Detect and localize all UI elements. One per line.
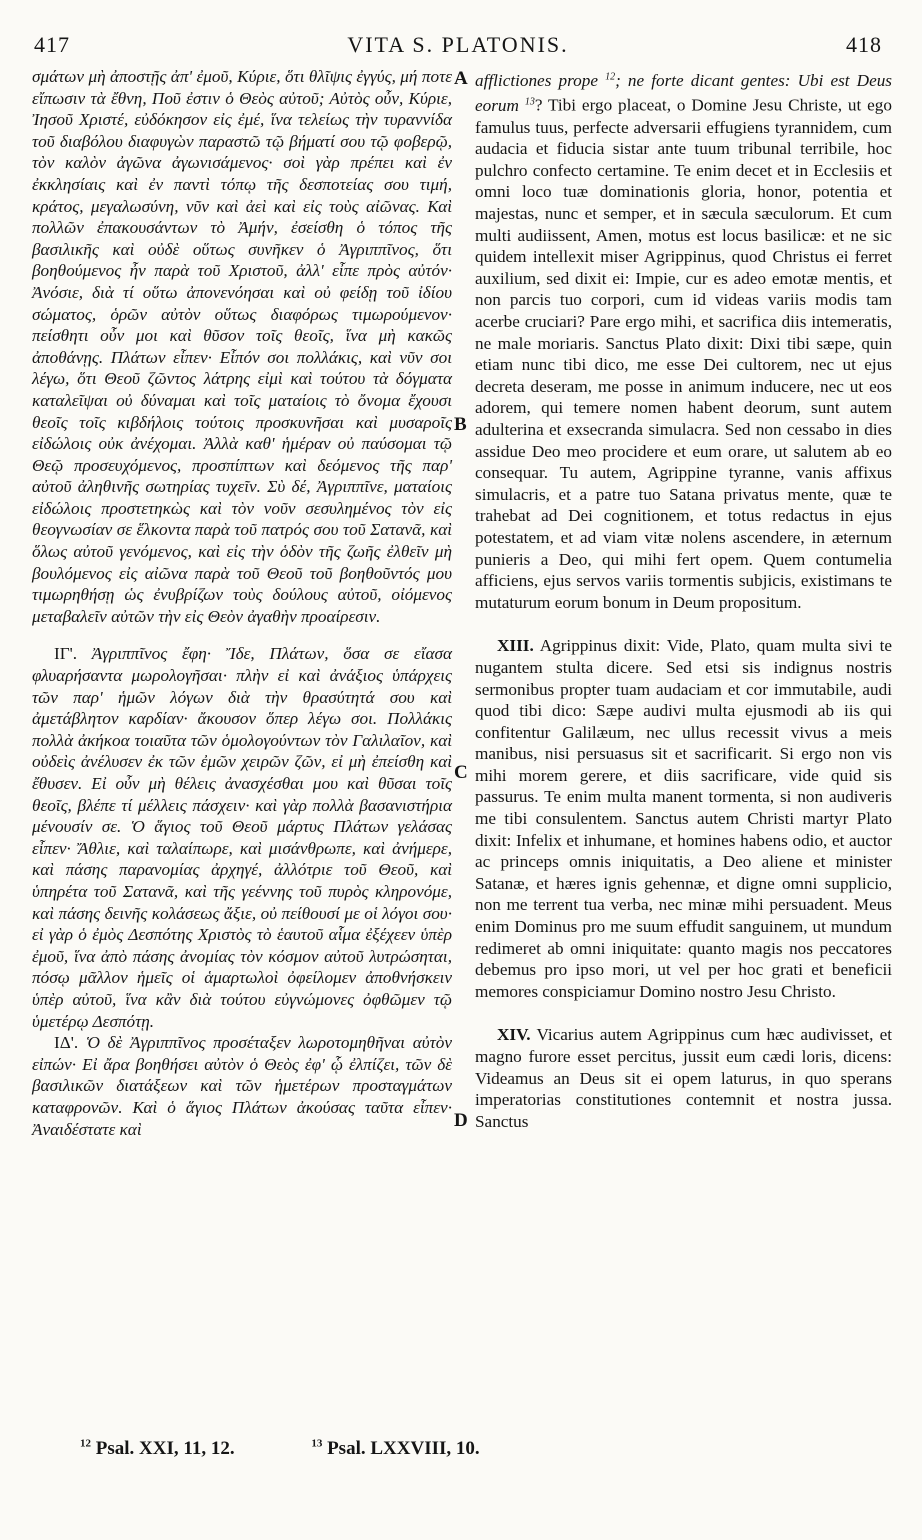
latin-p1-part-a: afflictiones prope <box>475 70 598 90</box>
margin-letter-d: D <box>454 1110 468 1131</box>
latin-paragraph-13 <box>475 635 892 1002</box>
greek-chapter-number-13: ΙΓ'. <box>54 644 78 664</box>
latin-paragraph-14-text: Vicarius autem Agrippinus cum hæc audivisset, et magno furore esset percitus, jussit eum cædi loris, dicens: Videamus an Deus sit ei opem laturus, in quo sperans imperatorias constitutiones contemnit et nostra jussa. Sanctus <box>475 1025 892 1131</box>
greek-paragraph-14 <box>32 1032 452 1140</box>
latin-chapter-number-14: XIV. <box>497 1025 531 1045</box>
greek-chapter-number-14: ΙΔ'. <box>54 1033 79 1053</box>
latin-paragraph-13-text: Agrippinus dixit: Vide, Plato, quam multa sivi te nugantem stulta dicere. Sed etsi sis indignus nostris sermonibus propter tuam audaciam et cor immutabile, audi quod tibi dico: Sæpe audivi multa ejusmodi ab iis qui confitentur Galilæum, nec ullus recessit vivus a meis manibus, nisi persuasus sit et sacrificarit. Si ergo non vis mihi morem gerere, et diis sacrificare, vide quid sis passurus. Te enim multa manent tormenta, si non audiveris me tibi consulentem. Sanctus autem Christi martyr Plato dixit: Infelix et inhumane, et homines habens odio, et auctor ac princeps omnis iniquitatis, a Deo aliene et minister Satanæ, et hæres ignis gehennæ, et digne omni supplicio, non me terrent tua verba, nec minæ mihi persuadent. Meus enim Dominus pro me suum effudit sanguinem, ut mundum redimeret ab omni iniquitate: quanto magis nos peccatores debemus pro ipso mori, ut vel per hoc grati et beneficii memores conspiciamur Domino nostro Jesu Christo. <box>475 636 892 1001</box>
footnote-13-text: Psal. LXXVIII, 10. <box>327 1438 480 1460</box>
footnote-12-number: 12 <box>80 1438 91 1450</box>
page-number-left: 417 <box>34 32 70 57</box>
greek-paragraph-13-text: Ἀγριππῖνος ἔφη· Ἴδε, Πλάτων, ὅσα σε εἴασα φλυαρήσαντα μωρολογῆσαι· πλὴν εἰ καὶ ἀνάξιος ὑπάρχεις τῶν παρ' ἡμῶν λόγων διὰ τὴν θρασύτητά σου καὶ ἀμετάβλητον καρδίαν· ἄκουσον ὅπερ λέγω σοι. Πολλάκις πολλὰ ἀκήκοα τοιαῦτα τῶν ὁμολογούντων τὸν Γαλιλαῖον, καὶ οὐδεὶς ἀνέλυσεν ἐκ τῶν ἐμῶν χειρῶν ζῶν, εἰ μὴ ἐπείσθη καὶ ἔθυσεν. Εἰ οὖν μὴ θέλεις ἀνασχέσθαι μου καὶ θῦσαι τοῖς θεοῖς, βλέπε τί μέλλεις πάσχειν· καὶ γὰρ πολλὰ βασανιστήρια μένουσίν σε. Ὁ ἅγιος τοῦ Θεοῦ μάρτυς Πλάτων γελάσας εἶπεν· Ἄθλιε, καὶ ταλαίπωρε, καὶ μισάνθρωπε, καὶ ἀνήμερε, καὶ πάσης παρανομίας ἀρχηγέ, ἀλλότριε τοῦ Θεοῦ, καὶ ὑπηρέτα τοῦ Σατανᾶ, καὶ τῆς γεέννης τοῦ πυρὸς κληρονόμε, καὶ πάσης δεινῆς κολάσεως ἄξιε, οὐ πείθουσί με οἱ λόγοι σου· εἰ γὰρ ὁ ἐμὸς Δεσπότης Χριστὸς τὸ ἑαυτοῦ αἷμα ἐξέχεεν ὑπὲρ ἐμοῦ, ἵνα ἀπὸ πάσης ἀνομίας τὸν κόσμον αὐτοῦ λυτρώσηται, πόσῳ μᾶλλον ἡμεῖς οἱ ἁμαρτωλοὶ ὀφείλομεν ἀποθνήσκειν ὑπὲρ αὐτοῦ, ἵνα κἂν διὰ τούτου εὐγνώμονες ὀφθῶμεν τῷ ὑμετέρῳ Δεσπότῃ. <box>32 644 452 1031</box>
latin-p1-part-c: ? Tibi ergo placeat, o Domine Jesu Christe, ut ego famulus tuus, perfecte adversarii effugiens tyrannidem, cum audacia et fiducia sistar ante tuum tribunal terribile, hoc pulchro confecto certamine. Te enim decet et in Ecclesiis et omni loco tuæ dominationis gloria, honor, potentia et majestas, nunc et semper, et in sæcula sæculorum. Et cum multi audiissent, Amen, motus est locus basilicæ: et ne sic quidem intellexit miser Agrippinus, quod Christus ei ferret auxilium, sed dixit ei: Impie, cur es adeo emotæ mentis, et non parcis tuo corpori, cum id videas variis modis tam acerbe cruciari? Pare ergo mihi, et sacrifica diis intemeratis, ne male moriaris. Sanctus Plato dixit: Dixi tibi sæpe, quin etiam nunc tibi dico, me esse Dei cultorem, nec ut ejus decreta deseram, me posse in animum inducere, nec ut eos adorem, qui temere nomen habent deorum, sunt autem adulterina et exsecranda simulacra. Sed non cessabo in dies assidue Deo meo procidere et eum orare, ut salutem ab eo consequar. Tu autem, Agrippine tyranne, vanis affixus simulacris, et a patre tuo Satana privatus mente, quæ te trahebat ad Dei cognitionem, et totus redactus in ejus potestatem, et ad viam vitæ nolens ascendere, in æternum punieris a Deo, qui mihi fert opem. Quem contumelia afficiens, ejus servos variis tormentis subjicis, existimans te mutaturum eorum bonum in Deum propositum. <box>475 96 892 612</box>
greek-paragraph-14-text: Ὁ δὲ Ἀγριππῖνος προσέταξεν λωροτομηθῆναι αὐτὸν εἰπών· Εἰ ἄρα βοηθήσει αὐτὸν ὁ Θεὸς ἐφ' ᾧ ἐλπίζει, τῶν δὲ βασιλικῶν διατάξεων καὶ τῶν ἡμετέρων προσταγμάτων καταφρονῶν. Καὶ ὁ ἅγιος Πλάτων ἀκούσας ταῦτα εἶπεν· Ἀναιδέστατε καὶ <box>32 1033 452 1139</box>
footnotes <box>80 1438 552 1460</box>
latin-paragraph-1 <box>475 66 892 613</box>
latin-paragraph-14 <box>475 1024 892 1132</box>
greek-column <box>32 66 452 1140</box>
footnote-13-number: 13 <box>311 1438 323 1450</box>
latin-column <box>475 66 892 1132</box>
running-head <box>34 32 882 62</box>
margin-letter-a: A <box>454 68 468 89</box>
greek-paragraph-13 <box>32 643 452 1032</box>
running-title: VITA S. PLATONIS. <box>347 32 569 57</box>
footnote-ref-13: 13 <box>524 96 535 108</box>
page-number-right: 418 <box>846 32 882 57</box>
margin-letter-c: C <box>454 762 468 783</box>
latin-p1-part-b: ; ne forte dicant gentes: Ubi est Deus eorum <box>475 70 893 116</box>
latin-chapter-number-13: XIII. <box>497 636 534 656</box>
footnote-12 <box>80 1438 271 1459</box>
margin-letter-b: B <box>454 414 467 435</box>
greek-paragraph-1: σμάτων μὴ ἀποστῇς ἀπ' ἐμοῦ, Κύριε, ὅτι θλῖψις ἐγγύς, μή ποτε εἴπωσιν τὰ ἔθνη, Ποῦ ἐστιν ὁ Θεὸς αὐτοῦ; Αὐτὸς οὖν, Κύριε, Ἰησοῦ Χριστέ, εὐδόκησον εἰς ἐμέ, ἵνα τελείως τὴν τυραννίδα τοῦ διαβόλου διαφυγὼν παραστῶ τῷ βήματί σου τῷ φοβερῷ, τὸν καλὸν ἀγῶνα ἀγωνισάμενος· σοὶ γὰρ πρέπει καὶ ἐν ἐκκλησίαις καὶ ἐν παντὶ τόπῳ τῆς δεσποτείας σου τιμή, κράτος, μεγαλωσύνη, νῦν καὶ ἀεὶ καὶ εἰς τοὺς αἰῶνας. Καὶ πολλῶν ἐπακουσάντων τὸ Ἀμήν, ἐσείσθη ὁ τόπος τῆς βασιλικῆς καὶ οὐδὲ οὕτως συνῆκεν ὁ Ἀγριππῖνος, ὅτι βοηθούμενος ἦν παρὰ τοῦ Χριστοῦ, ἀλλ' εἶπε πρὸς αὐτόν· Ἀνόσιε, διὰ τί οὕτω ἀπονενόησαι καὶ οὐ φείδῃ τοῦ ἰδίου σώματος, ὁρῶν αὐτὸν οὕτως διαφόρως τιμωρούμενον· πείσθητι οὖν μοι καὶ θῦσον τοῖς θεοῖς, ἵνα μὴ κακῶς ἀποθάνῃς. Πλάτων εἶπεν· Εἶπόν σοι πολλάκις, καὶ νῦν σοι λέγω, ὅτι Θεοῦ ζῶντος λάτρης εἰμὶ καὶ τούτου τὰ δόγματα καταλεῖψαι οὐ δύναμαι καὶ τοῖς ματαίοις τὸ ὄνομα ἔχουσι θεοῖς τοῖς κιβδήλοις τούτοις προσκυνῆσαι καὶ μυσαροῖς εἰδώλοις οὐκ ἀνέχομαι. Ἀλλὰ καθ' ἡμέραν οὐ παύσομαι τῷ Θεῷ προσευχόμενος, προσπίπτων καὶ δεόμενος τῆς παρ' αὐτοῦ ἀληθινῆς σωτηρίας τυχεῖν. Σὺ δέ, Ἀγριππῖνε, ματαίοις εἰδώλοις προστετηκὼς καὶ τὸν νοῦν σεσυλημένος τὸν εἰς θεογνωσίαν σε ἕλκοντα παρὰ τοῦ πατρός σου τοῦ Σατανᾶ, καὶ ὅλως αὐτοῦ γενόμενος, καὶ εἰς τὴν ὁδὸν τῆς ζωῆς ἐλθεῖν μὴ βουλόμενος εἰς αἰῶνα παρὰ τοῦ Θεοῦ τοῦ βοηθοῦντός μου τιμωρηθήσῃ ὡς ἐνυβρίζων τοὺς δούλους αὐτοῦ, οἰόμενος μεταβαλεῖν αὐτῶν τὴν εἰς Θεὸν ἀγαθὴν προαίρεσιν. <box>32 67 452 626</box>
footnote-12-text: Psal. XXI, 11, 12. <box>95 1438 235 1460</box>
footnote-ref-12: 12 <box>605 71 616 82</box>
footnote-13 <box>311 1438 515 1459</box>
